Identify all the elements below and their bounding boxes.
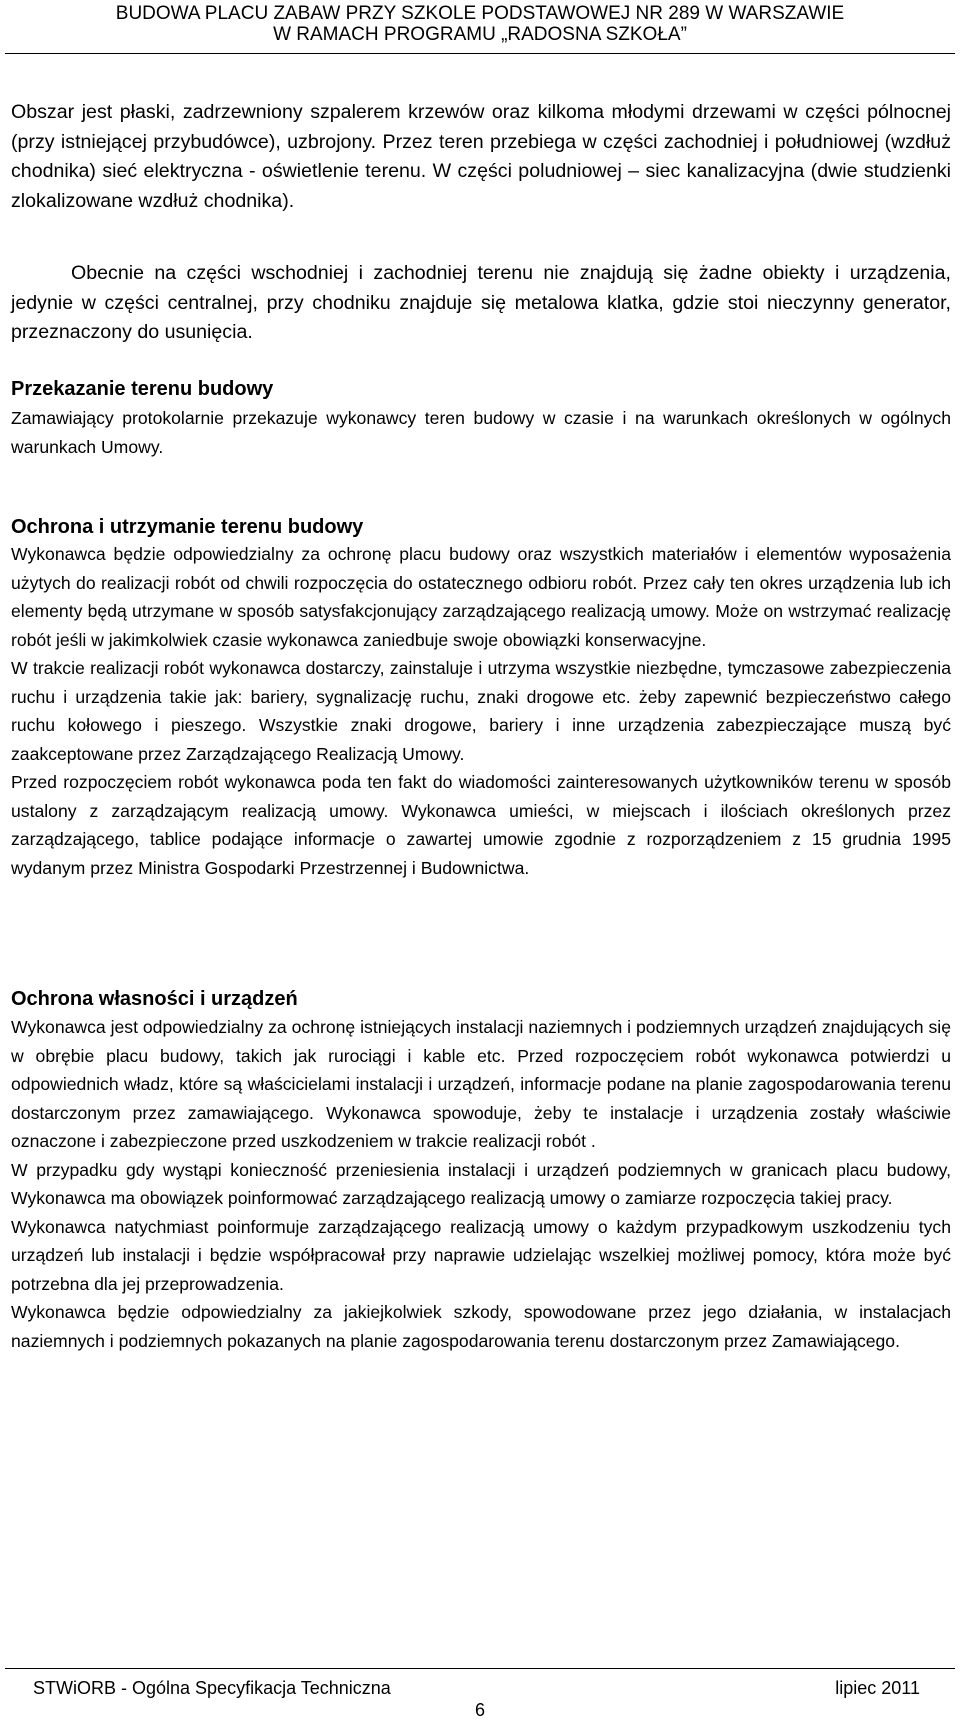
intro-paragraph-1: Obszar jest płaski, zadrzewniony szpalerem krzewów oraz kilkoma młodymi drzewami w części pólnocnej (przy istniejącej przybudówce), uzbrojony. Przez teren przebiega w części zachodniej i południowej (wzdłuż chodnika) sieć elektryczna - oświetlenie terenu. W części poludniowej – siec kanalizacyjna (dwie studzienki zlokalizowane wzdłuż chodnika). — [11, 101, 951, 212]
footer-document-title: STWiORB - Ogólna Specyfikacja Techniczna — [33, 1678, 391, 1698]
site-protection-paragraph-1: Wykonawca będzie odpowiedzialny za ochronę placu budowy oraz wszystkich materiałów i elementów wyposażenia użytych do realizacji robót od chwili rozpoczęcia do ostatecznego odbioru robót. Przez cały ten okres urządzenia lub ich elementy będą utrzymane w sposób satysfakcjonujący zarządzającego realizacją umowy. Może on wstrzymać realizację robót jeśli w jakimkolwiek czasie wykonawca zaniedbuje swoje obowiązki konserwacyjne. — [11, 544, 951, 650]
section-handover-body — [11, 404, 951, 461]
property-protection-paragraph-2: W przypadku gdy wystąpi konieczność przeniesienia instalacji i urządzeń podziemnych w granicach placu budowy, Wykonawca ma obowiązek poinformować zarządzającego realizacją umowy o zamiarze rozpoczęcia takiej pracy. — [11, 1159, 951, 1208]
footer-divider — [5, 1668, 955, 1669]
page-number: 6 — [474, 1700, 485, 1720]
property-protection-paragraph-1: Wykonawca jest odpowiedzialny za ochronę istniejących instalacji naziemnych i podziemnych urządzeń znajdujących się w obrębie placu budowy, takich jak rurociągi i kable etc. Przed rozpoczęciem robót wykonawca potwierdzi u odpowiednich władz, które są właścicielami instalacji i urządzeń, informacje podane na planie zagospodarowania terenu dostarczonym przez zamawiającego. Wykonawca spowoduje, żeby te instalacje i urządzenia zostały właściwie oznaczone i zabezpieczone przed uszkodzeniem w trakcie realizacji robót . — [11, 1017, 951, 1151]
property-protection-paragraph-4: Wykonawca będzie odpowiedzialny za jakiejkolwiek szkody, spowodowane przez jego działania, w instalacjach naziemnych i podziemnych pokazanych na planie zagospodarowania terenu dostarczonym przez Zamawiającego. — [11, 1302, 951, 1351]
intro-paragraph-2: Obecnie na części wschodniej i zachodniej terenu nie znajdują się żadne obiekty i urządzenia, jedynie w części centralnej, przy chodniku znajduje się metalowa klatka, gdzie stoi nieczynny generator, przeznaczony do usunięcia. — [11, 262, 951, 343]
property-protection-paragraph-3: Wykonawca natychmiast poinformuje zarządzającego realizacją umowy o każdym przypadkowym uszkodzeniu tych urządzeń lub instalacji i będzie współpracował przy naprawie udzielając wszelkiej możliwej pomocy, która może być potrzebna dla jej przeprowadzenia. — [11, 1216, 951, 1294]
section-site-protection-body — [11, 540, 951, 882]
site-protection-paragraph-3: Przed rozpoczęciem robót wykonawca poda ten fakt do wiadomości zainteresowanych użytkowników terenu w sposób ustalony z zarządzającym realizacją umowy. Wykonawca umieści, w miejscach i ilościach określonych przez zarządzającego, tablice podające informacje o zawartej umowie zgodnie z rozporządzeniem z 15 grudnia 1995 wydanym przez Ministra Gospodarki Przestrzennej i Budownictwa. — [11, 772, 951, 878]
handover-paragraph-1: Zamawiający protokolarnie przekazuje wykonawcy teren budowy w czasie i na warunkach określonych w ogólnych warunkach Umowy. — [11, 408, 951, 457]
header-divider — [5, 53, 955, 54]
running-header-line1: BUDOWA PLACU ZABAW PRZY SZKOLE PODSTAWOWEJ NR 289 W WARSZAWIE — [115, 3, 845, 24]
heading-site-protection: Ochrona i utrzymanie terenu budowy — [11, 516, 364, 538]
running-header-line2: W RAMACH PROGRAMU „RADOSNA SZKOŁA” — [273, 24, 687, 45]
footer-date: lipiec 2011 — [835, 1678, 920, 1698]
section-property-protection-body — [11, 1013, 951, 1355]
heading-property-protection: Ochrona własności i urządzeń — [11, 988, 298, 1010]
site-protection-paragraph-2: W trakcie realizacji robót wykonawca dostarczy, zainstaluje i utrzyma wszystkie niezbędne, tymczasowe zabezpieczenia ruchu i urządzenia takie jak: bariery, sygnalizację ruchu, znaki drogowe etc. żeby zapewnić bezpieczeństwo całego ruchu kołowego i pieszego. Wszystkie znaki drogowe, bariery i inne urządzenia zabezpieczające muszą być zaakceptowane przez Zarządzającego Realizacją Umowy. — [11, 658, 951, 764]
heading-handover: Przekazanie terenu budowy — [11, 378, 274, 400]
